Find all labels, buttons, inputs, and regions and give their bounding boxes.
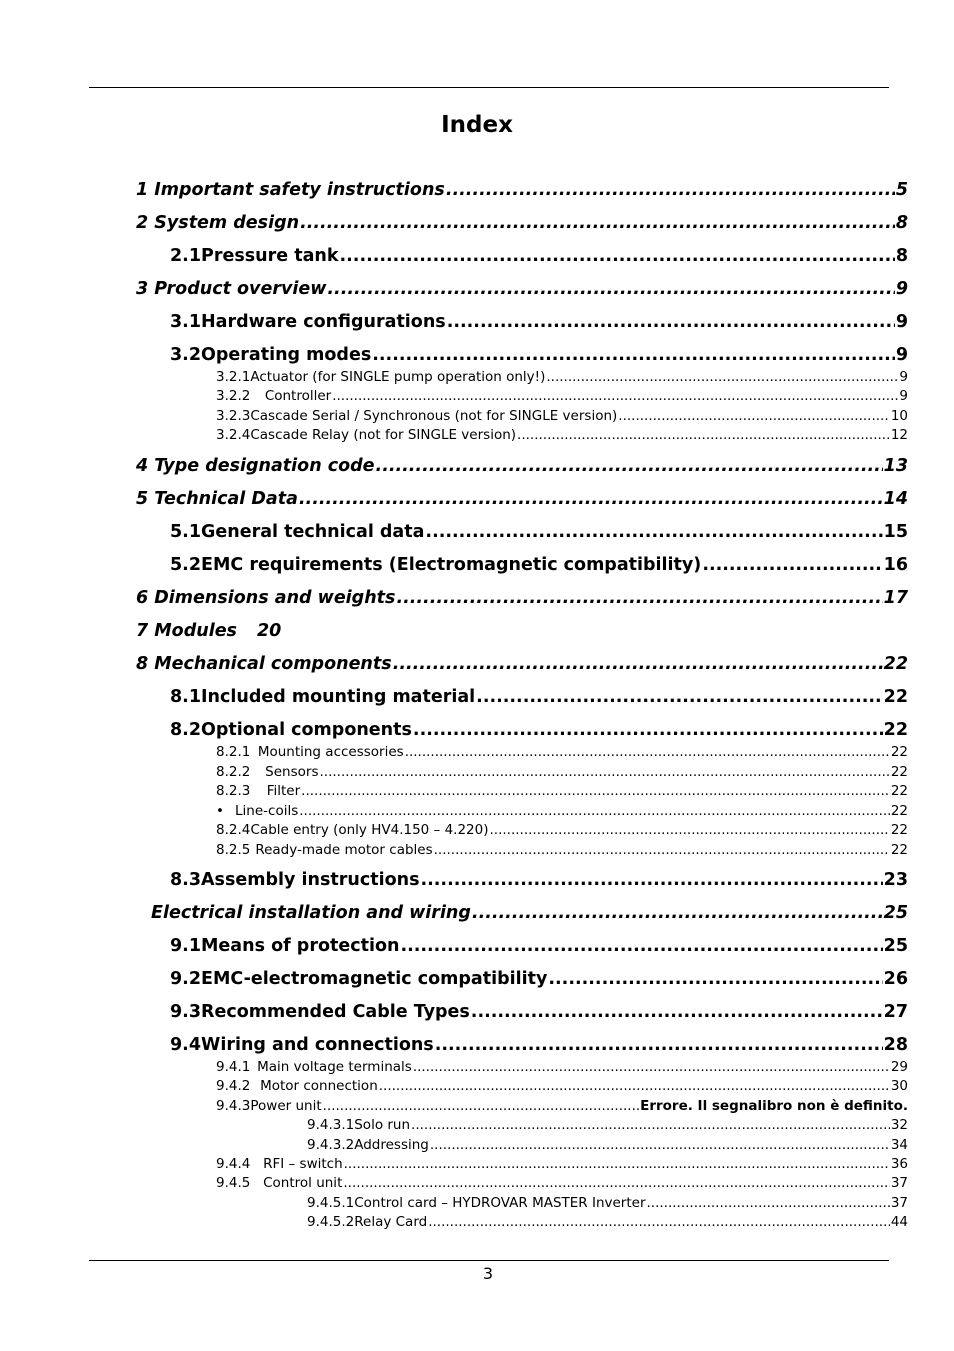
- toc-label: Optional components: [201, 720, 412, 740]
- toc-label: General technical data: [201, 522, 425, 542]
- page-number: 3: [482, 1264, 494, 1283]
- toc-number: 3.2.2: [216, 388, 251, 404]
- toc-page: 27: [883, 1002, 908, 1022]
- toc-number: 2.1: [170, 246, 202, 266]
- toc-label: Hardware configurations: [201, 312, 446, 332]
- toc-number: 8.1: [170, 687, 202, 707]
- toc-number: 9.4.5.2: [307, 1214, 355, 1230]
- toc-number: 3.2.1: [216, 369, 251, 385]
- toc-page: 13: [883, 456, 908, 476]
- toc-label: Motor connection: [260, 1078, 378, 1094]
- toc-label: 2 System design: [136, 213, 300, 233]
- toc-label: Main voltage terminals: [257, 1059, 412, 1075]
- toc-number: 9.4.3.1: [307, 1117, 355, 1133]
- toc-entry[interactable]: [170, 936, 908, 960]
- toc-label: Control unit: [263, 1175, 343, 1191]
- toc-entry[interactable]: [216, 408, 908, 426]
- toc-entry[interactable]: [216, 803, 908, 821]
- toc-entry[interactable]: [307, 1137, 908, 1155]
- toc-label: Cable entry (only HV4.150 – 4.220): [250, 822, 489, 838]
- toc-entry[interactable]: [216, 388, 908, 406]
- toc-entry[interactable]: [136, 213, 908, 237]
- toc-number: 9.4.3: [216, 1098, 251, 1114]
- toc-label: Control card – HYDROVAR MASTER Inverter: [354, 1195, 646, 1211]
- toc-entry[interactable]: [136, 180, 908, 204]
- toc-number: 8.2.3: [216, 783, 251, 799]
- toc-page: 8: [895, 246, 908, 266]
- toc-label: RFI – switch: [263, 1156, 343, 1172]
- toc-page: 20: [256, 621, 282, 641]
- toc-label: Filter: [266, 783, 301, 799]
- toc-page: 23: [883, 870, 908, 890]
- toc-label: Actuator (for SINGLE pump operation only!): [250, 369, 546, 385]
- toc-page: 12: [890, 427, 908, 443]
- toc-page: 32: [890, 1117, 908, 1133]
- toc-number: 9.4: [170, 1035, 202, 1055]
- toc-label: EMC requirements (Electromagnetic compatibility): [201, 555, 702, 575]
- toc-number: 5.2: [170, 555, 202, 575]
- toc-number: 3.2.3: [216, 408, 251, 424]
- toc-label: 5 Technical Data: [136, 489, 298, 509]
- toc-entry[interactable]: [216, 1156, 908, 1174]
- toc-page: 10: [890, 408, 908, 424]
- toc-page: 29: [890, 1059, 908, 1075]
- toc-label: 6 Dimensions and weights: [136, 588, 396, 608]
- toc-entry[interactable]: [307, 1195, 908, 1213]
- toc-label: Electrical installation and wiring: [151, 903, 471, 923]
- toc-entry[interactable]: [170, 312, 908, 336]
- toc-page: 5: [895, 180, 908, 200]
- toc-number: 9.1: [170, 936, 202, 956]
- toc-entry[interactable]: [216, 1059, 908, 1077]
- toc-number: 8.3: [170, 870, 202, 890]
- toc-entry[interactable]: [216, 1078, 908, 1096]
- toc-label: Included mounting material: [201, 687, 476, 707]
- toc-entry[interactable]: [170, 687, 908, 711]
- toc-entry[interactable]: [216, 1175, 908, 1193]
- toc-label: Solo run: [354, 1117, 411, 1133]
- toc-page: 22: [890, 842, 908, 858]
- toc-entry[interactable]: [170, 969, 908, 993]
- toc-label: 1 Important safety instructions: [136, 180, 445, 200]
- toc-entry[interactable]: [216, 1098, 908, 1116]
- toc-number: 5.1: [170, 522, 202, 542]
- toc-label: Ready-made motor cables: [255, 842, 433, 858]
- toc-entry[interactable]: [151, 903, 908, 927]
- toc-label: 4 Type designation code: [136, 456, 375, 476]
- toc-entry[interactable]: [307, 1117, 908, 1135]
- toc-page: 25: [883, 903, 908, 923]
- toc-entry[interactable]: [170, 345, 908, 369]
- toc-label: 3 Product overview: [136, 279, 327, 299]
- toc-label: 7 Modules: [136, 621, 237, 641]
- toc-page: 9: [895, 312, 908, 332]
- toc-number: 3.1: [170, 312, 202, 332]
- toc-page: 22: [890, 822, 908, 838]
- toc-label: 8 Mechanical components: [136, 654, 392, 674]
- toc-entry[interactable]: [136, 489, 908, 513]
- toc-entry[interactable]: [216, 842, 908, 860]
- toc-label: Controller: [264, 388, 332, 404]
- toc-label: Wiring and connections: [201, 1035, 434, 1055]
- toc-number: 9.4.3.2: [307, 1137, 355, 1153]
- toc-page: 34: [890, 1137, 908, 1153]
- toc-number: 9.2: [170, 969, 202, 989]
- toc-number: 3.2: [170, 345, 202, 365]
- toc-entry[interactable]: [216, 764, 908, 782]
- toc-page: 9: [899, 369, 908, 385]
- toc-page: 37: [890, 1175, 908, 1191]
- toc-entry[interactable]: [136, 654, 908, 678]
- toc-number: 9.3: [170, 1002, 202, 1022]
- toc-page: 22: [890, 744, 908, 760]
- toc-number: 9.4.2: [216, 1078, 251, 1094]
- toc-number: 9.4.4: [216, 1156, 251, 1172]
- toc-page: 37: [890, 1195, 908, 1211]
- toc-label: Sensors: [265, 764, 319, 780]
- toc-label: Cascade Relay (not for SINGLE version): [250, 427, 517, 443]
- toc-page: 22: [883, 654, 908, 674]
- toc-number: 8.2.2: [216, 764, 251, 780]
- toc-entry[interactable]: [170, 555, 908, 579]
- toc-label: Means of protection: [201, 936, 400, 956]
- toc-entry[interactable]: [216, 369, 908, 387]
- toc-label: Pressure tank: [201, 246, 339, 266]
- toc-entry[interactable]: [170, 1035, 908, 1059]
- toc-page: 9: [895, 279, 908, 299]
- toc-number: 8.2.4: [216, 822, 251, 838]
- toc-entry[interactable]: [216, 427, 908, 445]
- toc-page: 8: [895, 213, 908, 233]
- toc-label: Operating modes: [201, 345, 372, 365]
- toc-label: Addressing: [354, 1137, 429, 1153]
- toc-page: 22: [883, 687, 908, 707]
- toc-number: 9.4.1: [216, 1059, 251, 1075]
- toc-entry[interactable]: [136, 588, 908, 612]
- toc-entry[interactable]: [307, 1214, 908, 1232]
- toc-number: 3.2.4: [216, 427, 251, 443]
- toc-entry[interactable]: [136, 456, 908, 480]
- bullet-icon: •: [216, 803, 224, 819]
- toc-page: 26: [883, 969, 908, 989]
- toc-page: 9: [895, 345, 908, 365]
- toc-label: Line-coils: [235, 803, 299, 819]
- toc-entry[interactable]: [136, 279, 908, 303]
- toc-page: 30: [890, 1078, 908, 1094]
- footer-rule: [89, 1260, 889, 1261]
- toc-page: 16: [883, 555, 908, 575]
- toc-page: 22: [890, 803, 908, 819]
- toc-label: Relay Card: [354, 1214, 428, 1230]
- toc-page: 28: [883, 1035, 908, 1055]
- toc-number: 9.4.5.1: [307, 1195, 355, 1211]
- toc-page: 15: [883, 522, 908, 542]
- toc-entry[interactable]: [216, 744, 908, 762]
- toc-page: 36: [890, 1156, 908, 1172]
- toc-page: 22: [890, 783, 908, 799]
- toc-label: EMC-electromagnetic compatibility: [201, 969, 548, 989]
- toc-entry[interactable]: [136, 621, 281, 645]
- toc-entry[interactable]: [170, 522, 908, 546]
- toc-label: Assembly instructions: [201, 870, 420, 890]
- toc-entry[interactable]: [170, 870, 908, 894]
- toc-page: 22: [883, 720, 908, 740]
- toc-entry[interactable]: [216, 822, 908, 840]
- toc-label: Mounting accessories: [257, 744, 404, 760]
- toc-number: 8.2: [170, 720, 202, 740]
- toc-page-error: Errore. Il segnalibro non è definito.: [640, 1098, 908, 1114]
- toc-number: 8.2.1: [216, 744, 251, 760]
- toc-label: Power unit: [250, 1098, 322, 1114]
- toc-label: Recommended Cable Types: [201, 1002, 470, 1022]
- toc-entry[interactable]: [170, 720, 908, 744]
- toc-page: 9: [899, 388, 908, 404]
- toc-page: 14: [883, 489, 908, 509]
- toc-entry[interactable]: [216, 783, 908, 801]
- toc-page: 17: [883, 588, 908, 608]
- toc-number: 8.2.5: [216, 842, 251, 858]
- toc-entry[interactable]: [170, 1002, 908, 1026]
- toc-entry[interactable]: [170, 246, 908, 270]
- toc-page: 22: [890, 764, 908, 780]
- toc-number: 9.4.5: [216, 1175, 251, 1191]
- toc-page: 25: [883, 936, 908, 956]
- toc-page: 44: [890, 1214, 908, 1230]
- page-title: Index: [441, 112, 513, 138]
- toc-label: Cascade Serial / Synchronous (not for SINGLE version): [250, 408, 618, 424]
